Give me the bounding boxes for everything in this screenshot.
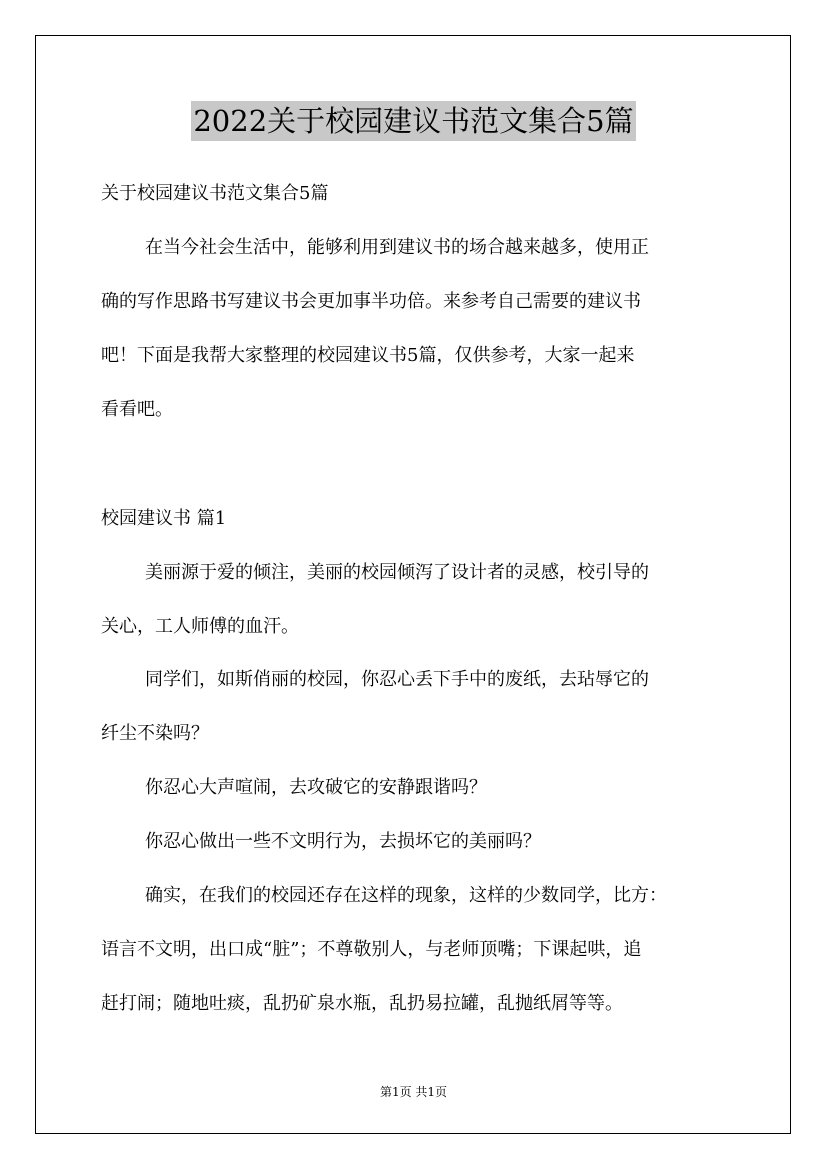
body-line: 关心，工人师傅的血汗。 bbox=[101, 616, 299, 637]
document-subtitle: 关于校园建议书范文集合5篇 bbox=[101, 183, 329, 204]
intro-line: 确的写作思路书写建议书会更加事半功倍。来参考自己需要的建议书 bbox=[101, 291, 641, 312]
document-title: 2022关于校园建议书范文集合5篇 bbox=[191, 101, 635, 141]
body-line: 美丽源于爱的倾注，美丽的校园倾泻了设计者的灵感，校引导的 bbox=[145, 562, 649, 583]
intro-line: 吧！下面是我帮大家整理的校园建议书5篇，仅供参考，大家一起来 bbox=[101, 345, 635, 366]
title-container bbox=[0, 101, 827, 141]
body-line: 确实，在我们的校园还存在这样的现象，这样的少数同学，比方： bbox=[145, 885, 667, 906]
body-line: 同学们，如斯俏丽的校园，你忍心丢下手中的废纸，去玷辱它的 bbox=[145, 669, 649, 690]
intro-line: 在当今社会生活中，能够利用到建议书的场合越来越多，使用正 bbox=[145, 237, 649, 258]
page-footer: 第1页 共1页 bbox=[379, 1085, 448, 1099]
body-line: 语言不文明，出口成“脏”；不尊敬别人，与老师顶嘴；下课起哄，追 bbox=[101, 939, 642, 960]
body-line: 赶打闹；随地吐痰，乱扔矿泉水瓶，乱扔易拉罐，乱抛纸屑等等。 bbox=[101, 993, 623, 1014]
body-line: 纤尘不染吗？ bbox=[101, 723, 209, 744]
intro-line: 看看吧。 bbox=[101, 399, 173, 420]
section-heading: 校园建议书 篇1 bbox=[101, 508, 227, 529]
body-line: 你忍心做出一些不文明行为，去损坏它的美丽吗？ bbox=[145, 831, 541, 852]
body-line: 你忍心大声喧闹，去攻破它的安静跟谐吗？ bbox=[145, 777, 487, 798]
